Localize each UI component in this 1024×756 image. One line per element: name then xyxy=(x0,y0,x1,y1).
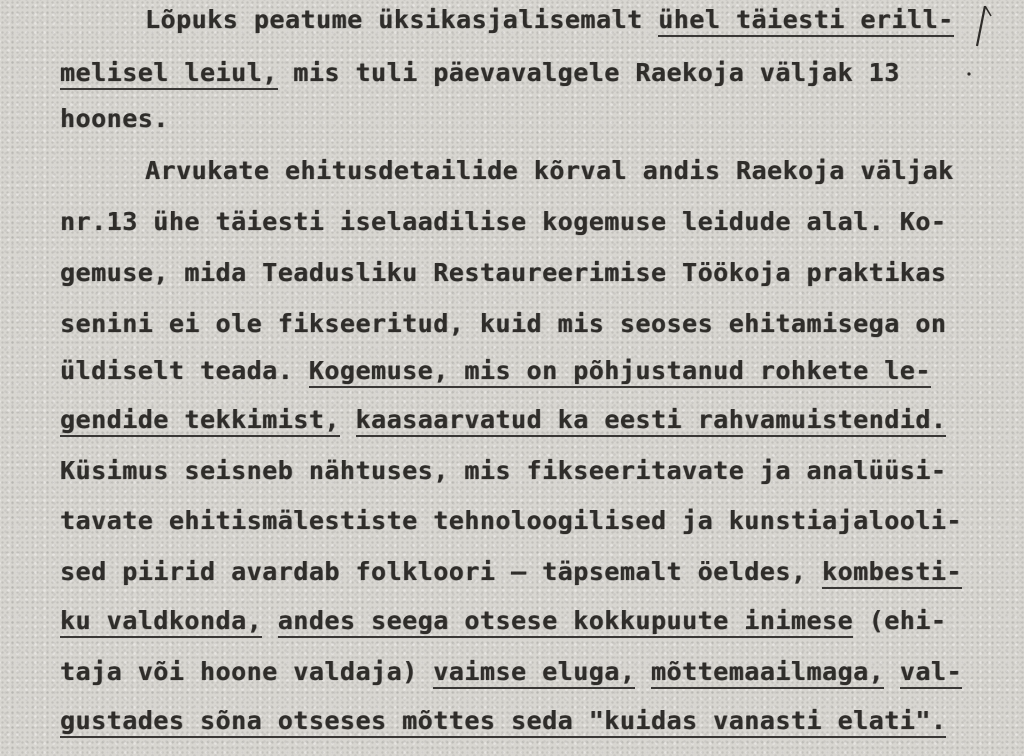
underlined-phrase: melisel leiul, xyxy=(60,58,278,90)
underlined-phrase: Kogemuse, mis on põhjustanud rohkete le- xyxy=(309,356,931,388)
p2-line8: tavate ehitismälestiste tehnoloogilised ja kunstiajalooli- xyxy=(60,506,962,535)
p1-line3: hoones. xyxy=(60,104,169,133)
p2-line4: senini ei ole fikseeritud, kuid mis seoses ehitamisega on xyxy=(60,309,947,338)
underlined-phrase: ühel täiesti erill- xyxy=(658,5,953,37)
underlined-phrase: ku valdkonda, xyxy=(60,606,262,638)
p2-line1: Arvukate ehitusdetailide kõrval andis Raekoja väljak xyxy=(145,156,954,185)
p2-line5: üldiselt teada. Kogemuse, mis on põhjustanud rohkete le- xyxy=(60,356,931,386)
margin-checkmark-icon xyxy=(965,6,1001,76)
p1-line2: melisel leiul, mis tuli päevavalgele Raekoja väljak 13 xyxy=(60,58,900,88)
underlined-phrase: gustades sõna otseses mõttes seda "kuidas vanasti elati". xyxy=(60,706,946,738)
underlined-phrase: kombesti- xyxy=(822,557,962,589)
p2-line3: gemuse, mida Teadusliku Restaureerimise Töökoja praktikas xyxy=(60,258,947,287)
underlined-phrase: andes seega otsese kokkupuute inimese xyxy=(278,606,853,638)
p2-line6 xyxy=(60,405,946,435)
underlined-phrase: gendide tekkimist, xyxy=(60,405,340,437)
underlined-phrase: val- xyxy=(900,657,962,689)
underlined-phrase: mõttemaailmaga, xyxy=(651,657,884,689)
p2-line10: ku valdkonda, andes seega otsese kokkupuute inimese (ehi- xyxy=(60,606,946,636)
underlined-phrase: kaasaarvatud ka eesti rahvamuistendid. xyxy=(356,405,947,437)
underlined-phrase: vaimse eluga, xyxy=(433,657,635,689)
p2-line7: Küsimus seisneb nähtuses, mis fikseeritavate ja analüüsi- xyxy=(60,456,947,485)
p1-line1: Lõpuks peatume üksikasjalisemalt ühel täiesti erill- xyxy=(145,5,954,35)
p2-line9: sed piirid avardab folkloori – täpsemalt öeldes, kombesti- xyxy=(60,557,962,587)
p2-line12 xyxy=(60,706,946,736)
p2-line2: nr.13 ühe täiesti iselaadilise kogemuse leidude alal. Ko- xyxy=(60,207,947,236)
p2-line11: taja või hoone valdaja) vaimse eluga, mõttemaailmaga, val- xyxy=(60,657,962,687)
